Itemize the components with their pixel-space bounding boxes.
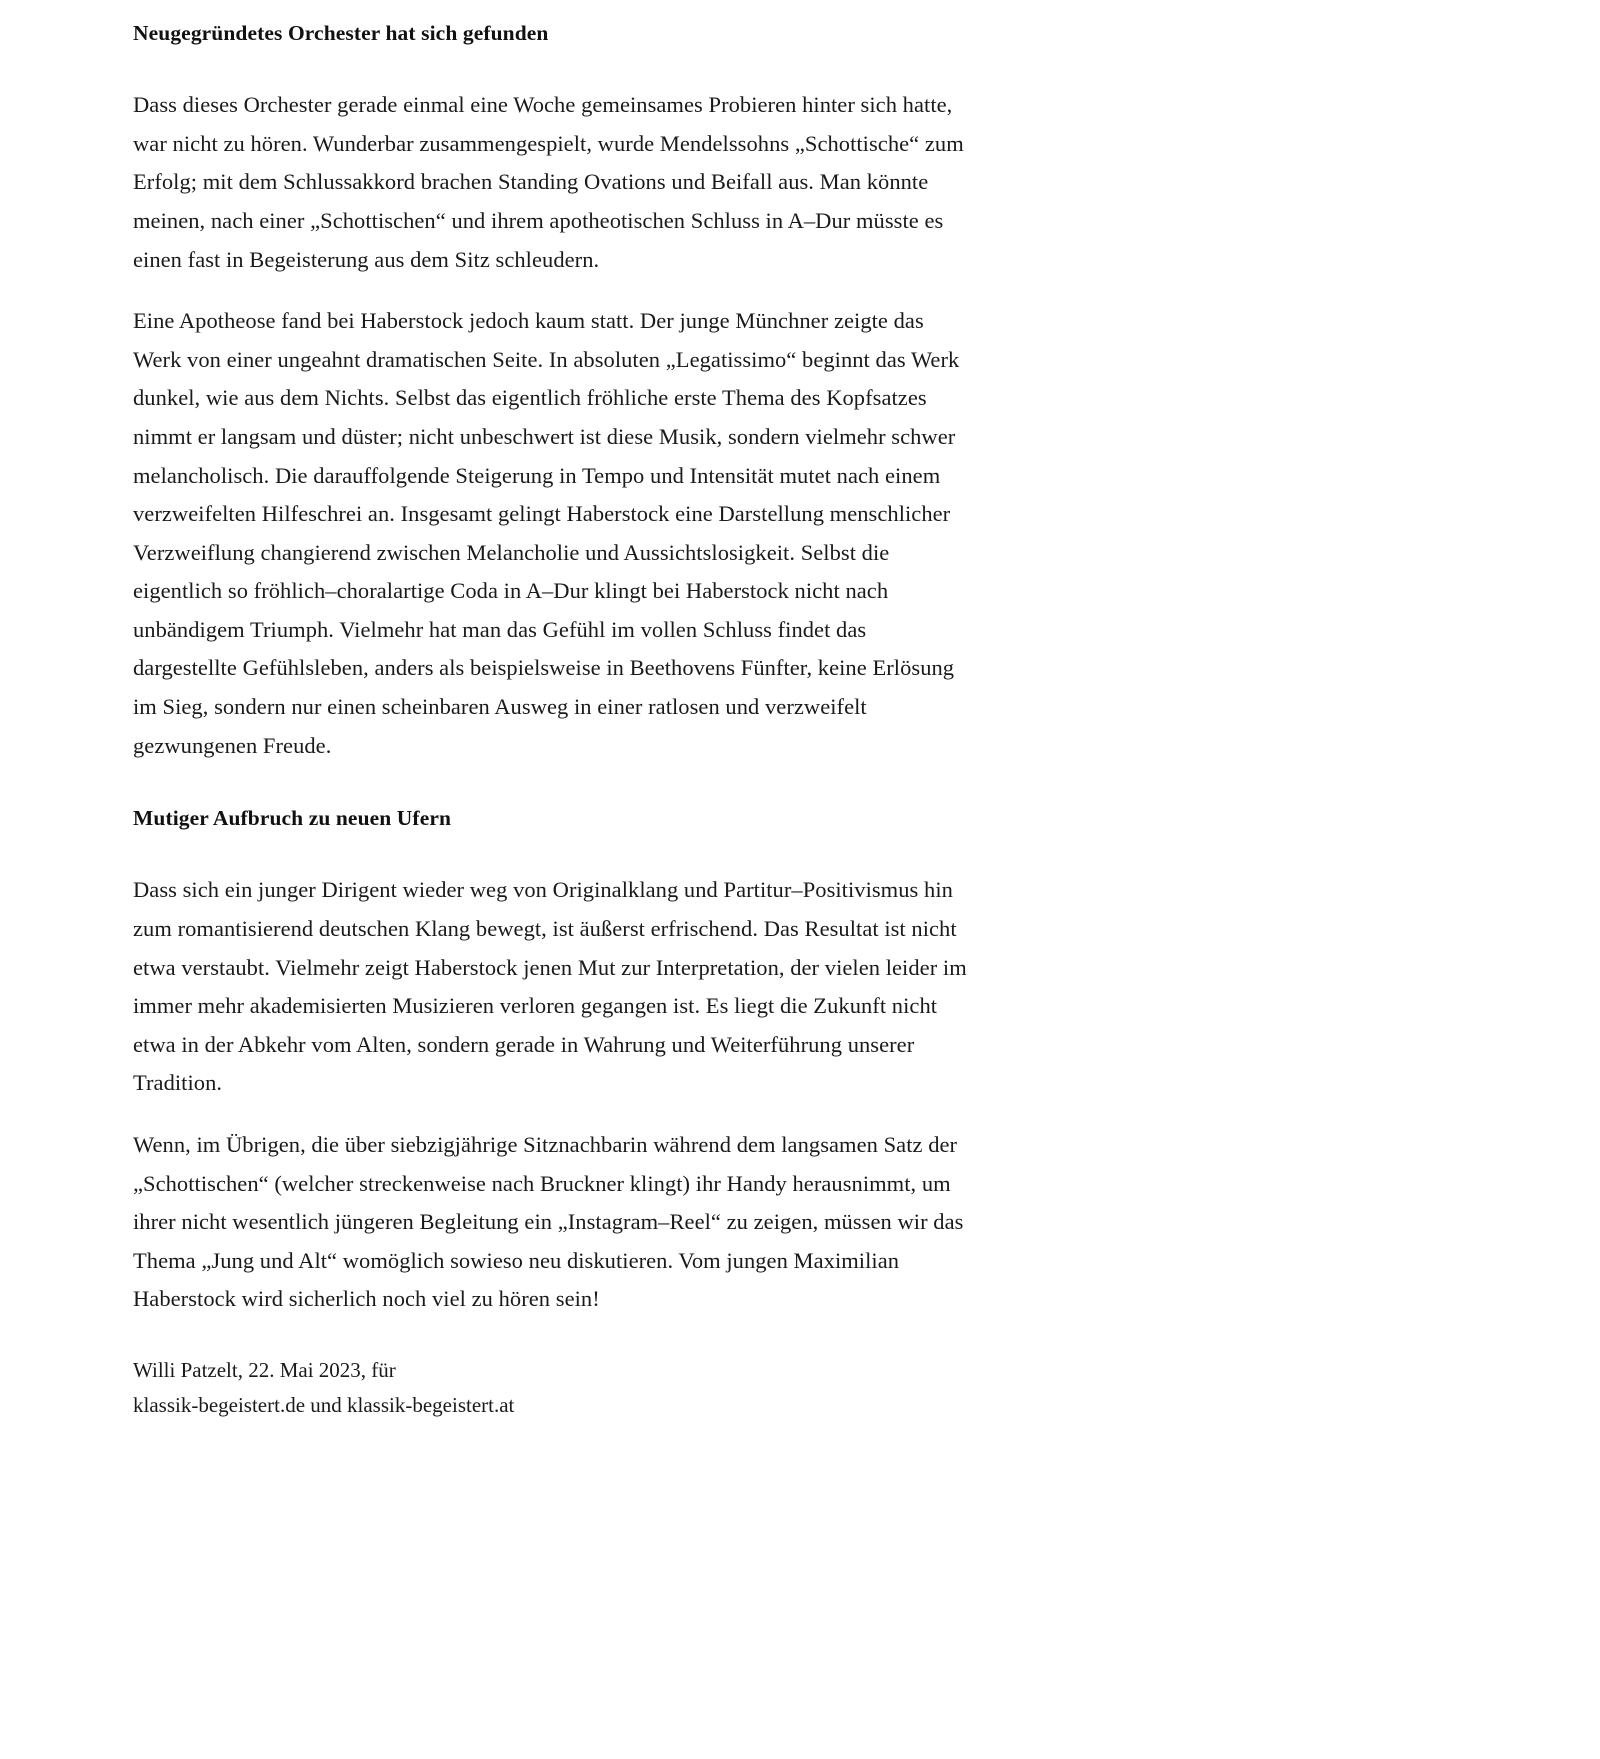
spacer	[133, 834, 973, 871]
paragraph-apotheose-analysis: Eine Apotheose fand bei Haberstock jedoch kaum statt. Der junge Münchner zeigte das Werk von einer ungeahnt dramatischen Seite. In absoluten „Legatissimo“ beginnt das Werk dunkel, wie aus dem Nichts. Selbst das eigentlich fröhliche erste Thema des Kopfsatzes nimmt er langsam und düster; nicht unbeschwert ist diese Musik, sondern vielmehr schwer melancholisch. Die darauffolgende Steigerung in Tempo und Intensität mutet nach einem verzweifelten Hilfeschrei an. Insgesamt gelingt Haberstock eine Darstellung menschlicher Verzweiflung changierend zwischen Melancholie und Aussichtslosigkeit. Selbst die eigentlich so fröhlich–choralartige Coda in A–Dur klingt bei Haberstock nicht nach unbändigem Triumph. Vielmehr hat man das Gefühl im vollen Schluss findet das dargestellte Gefühlsleben, anders als beispielsweise in Beethovens Fünfter, keine Erlösung im Sieg, sondern nur einen scheinbaren Ausweg in einer ratlosen und verzweifelt gezwungenen Freude.	[133, 308, 960, 758]
spacer	[133, 1319, 973, 1353]
section-heading-orchestra: Neugegründetes Orchester hat sich gefunden	[133, 21, 549, 45]
spacer	[133, 1103, 973, 1126]
section-heading-aufbruch: Mutiger Aufbruch zu neuen Ufern	[133, 806, 452, 831]
signature-author-date: Willi Patzelt, 22. Mai 2023, für	[133, 1357, 396, 1382]
article-content-column	[133, 18, 973, 1423]
paragraph-sitznachbarin-anecdote: Wenn, im Übrigen, die über siebzigjährige Sitznachbarin während dem langsamen Satz der „Schottischen“ (welcher streckenweise nach Bruckner klingt) ihr Handy herausnimmt, um ihrer nicht wesentlich jüngeren Begleitung ein „Instagram–Reel“ zu zeigen, müssen wir das Thema „Jung und Alt“ womöglich sowieso neu diskutieren. Vom jungen Maximilian Haberstock wird sicherlich noch viel zu hören sein!	[133, 1132, 964, 1312]
paragraph-dirigent-tradition: Dass sich ein junger Dirigent wieder weg von Originalklang und Partitur–Positivismus hin zum romantisierend deutschen Klang bewegt, ist äußerst erfrischend. Das Resultat ist nicht etwa verstaubt. Vielmehr zeigt Haberstock jenen Mut zur Interpretation, der vielen leider im immer mehr akademisierten Musizieren verloren gegangen ist. Es liegt die Zukunft nicht etwa in der Abkehr vom Alten, sondern gerade in Wahrung und Weiterführung unserer Tradition.	[133, 877, 967, 1096]
article-signature	[133, 1353, 973, 1423]
paragraph-orchestra-performance: Dass dieses Orchester gerade einmal eine Woche gemeinsames Probieren hinter sich hatte, war nicht zu hören. Wunderbar zusammengespielt, wurde Mendelssohns „Schottische“ zum Erfolg; mit dem Schlussakkord brachen Standing Ovations und Beifall aus. Man könnte meinen, nach einer „Schottischen“ und ihrem apotheotischen Schluss in A–Dur müsste es einen fast in Begeisterung aus dem Sitz schleudern.	[133, 92, 964, 272]
signature-publication: klassik-begeistert.de und klassik-begeistert.at	[133, 1392, 515, 1417]
spacer	[133, 765, 973, 803]
spacer	[133, 279, 973, 302]
spacer	[133, 49, 973, 86]
